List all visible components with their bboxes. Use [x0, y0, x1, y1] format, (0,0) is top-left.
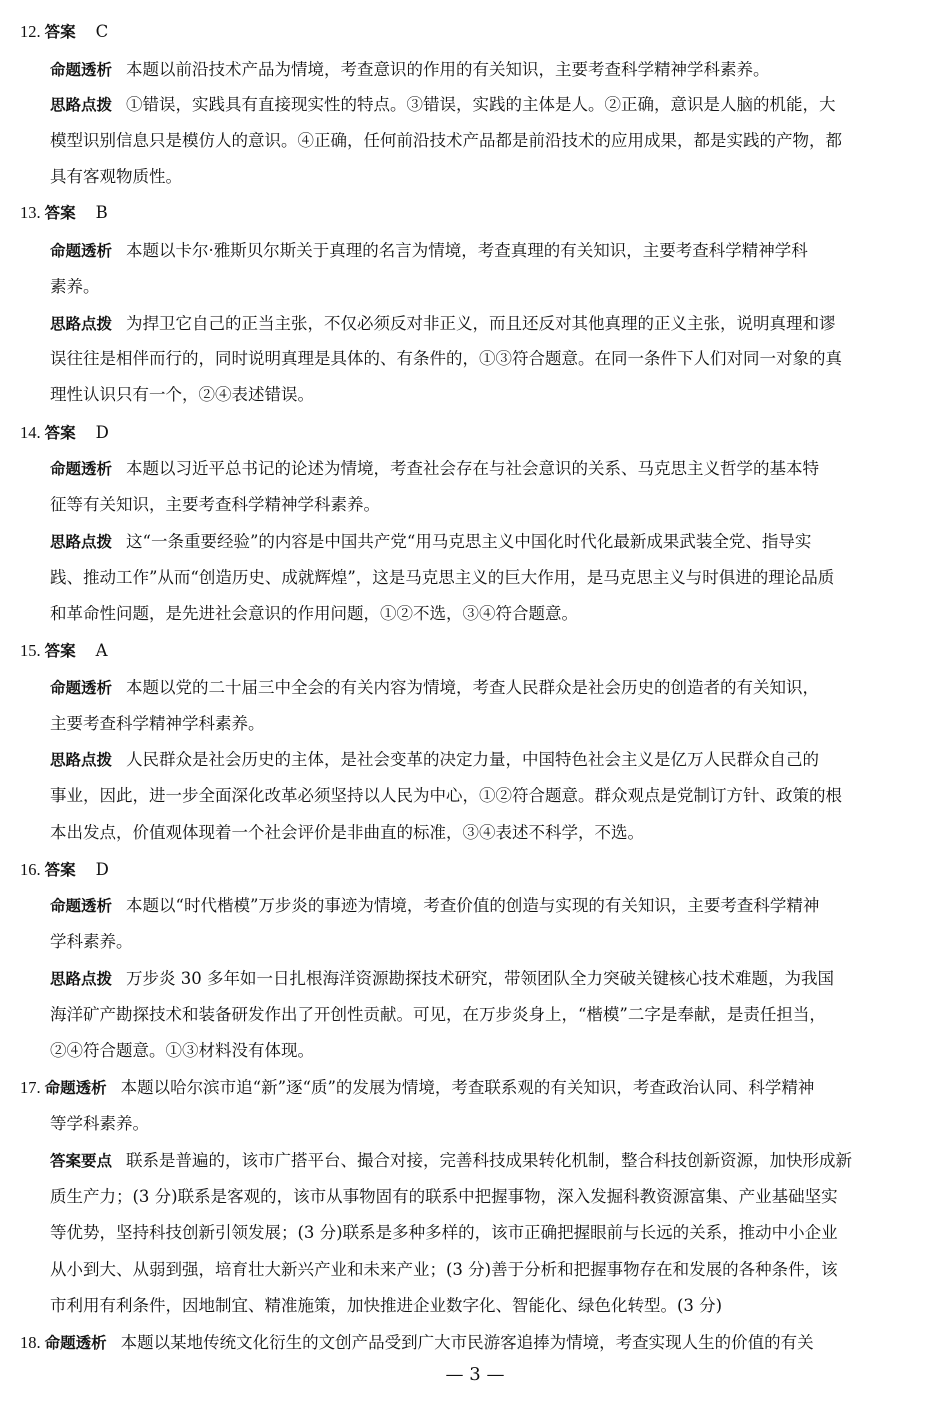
q18-number: 18.	[20, 1333, 41, 1352]
intent-label: 命题透析	[50, 897, 113, 915]
q13-hint-line: 理性认识只有一个，②④表述错误。	[50, 385, 314, 404]
q15-answer: A	[95, 641, 108, 660]
intent-label: 命题透析	[50, 460, 113, 478]
q17-key-line: 质生产力；(3 分)联系是客观的，该市从事物固有的联系中把握事物，深入发掘科教资源富集、产业基础坚实	[50, 1187, 838, 1206]
answer-label: 答案	[44, 642, 76, 660]
q13-hint-line: 误往往是相伴而行的，同时说明真理是具体的、有条件的，①③符合题意。在同一条件下人们对同一对象的真	[50, 349, 842, 368]
q16-answer-line	[20, 858, 930, 882]
q17-key-line: 答案要点 联系是普遍的，该市广搭平台、撮合对接，完善科技成果转化机制，整合科技创新资源，加快形成新	[50, 1151, 853, 1170]
q12-intent: 命题透析 本题以前沿技术产品为情境，考查意识的作用的有关知识，主要考查科学精神学科素养。	[50, 60, 770, 79]
key-label: 答案要点	[50, 1152, 113, 1170]
q15-number: 15.	[20, 641, 41, 660]
q14-number: 14.	[20, 423, 41, 442]
q12-number: 12.	[20, 22, 41, 41]
q17-key-line: 市利用有利条件，因地制宜、精准施策，加快推进企业数字化、智能化、绿色化转型。(3 分)	[50, 1296, 723, 1315]
hint-label: 思路点拨	[50, 533, 113, 551]
q14-intent: 命题透析 本题以习近平总书记的论述为情境，考查社会存在与社会意识的关系、马克思主义哲学的基本特	[50, 459, 820, 478]
q16-answer: D	[95, 860, 109, 879]
q16-intent: 命题透析 本题以“时代楷模”万步炎的事迹为情境，考查价值的创造与实现的有关知识，主要考查科学精神	[50, 896, 820, 915]
q16-hint-line: 思路点拨 万步炎 30 多年如一日扎根海洋资源勘探技术研究，带领团队全力突破关键核心技术难题，为我国	[50, 969, 835, 988]
q12-answer-line	[20, 20, 930, 44]
q13-hint-line: 思路点拨 为捍卫它自己的正当主张，不仅必须反对非正义，而且还反对其他真理的正义主张，说明真理和谬	[50, 314, 836, 333]
q15-hint-line: 思路点拨 人民群众是社会历史的主体，是社会变革的决定力量，中国特色社会主义是亿万人民群众自己的	[50, 750, 820, 769]
hint-label: 思路点拨	[50, 96, 113, 114]
q14-intent-line: 征等有关知识，主要考查科学精神学科素养。	[50, 495, 380, 514]
q13-answer: B	[95, 203, 108, 222]
q17-key-line: 等优势，坚持科技创新引领发展；(3 分)联系是多种多样的，该市正确把握眼前与长远的关系，推动中小企业	[50, 1223, 838, 1242]
q13-number: 13.	[20, 203, 41, 222]
hint-label: 思路点拨	[50, 315, 113, 333]
q14-answer: D	[95, 423, 109, 442]
q16-hint-line: 海洋矿产勘探技术和装备研发作出了开创性贡献。可见，在万步炎身上，“楷模”二字是奉献，是责任担当，	[50, 1005, 826, 1024]
q13-answer-line	[20, 201, 930, 225]
q14-hint-line: 践、推动工作”从而“创造历史、成就辉煌”，这是马克思主义的巨大作用，是马克思主义与时俱进的理论品质	[50, 568, 835, 587]
q16-hint-line: ②④符合题意。①③材料没有体现。	[50, 1041, 314, 1060]
intent-label: 命题透析	[44, 1334, 107, 1352]
q16-number: 16.	[20, 860, 41, 879]
q15-hint-line: 事业，因此，进一步全面深化改革必须坚持以人民为中心，①②符合题意。群众观点是党制订方针、政策的根	[50, 786, 842, 805]
q17-intent: 17. 命题透析 本题以哈尔滨市追“新”逐“质”的发展为情境，考查联系观的有关知识，考查政治认同、科学精神	[20, 1078, 815, 1097]
hint-label: 思路点拨	[50, 970, 113, 988]
intent-label: 命题透析	[50, 679, 113, 697]
q12-hint-line: 具有客观物质性。	[50, 167, 182, 186]
answer-label: 答案	[44, 23, 76, 41]
answer-label: 答案	[44, 204, 76, 222]
q15-intent: 命题透析 本题以党的二十届三中全会的有关内容为情境，考查人民群众是社会历史的创造者的有关知识，	[50, 678, 820, 697]
q17-number: 17.	[20, 1078, 41, 1097]
q14-hint-line: 思路点拨 这“一条重要经验”的内容是中国共产党“用马克思主义中国化时代化最新成果武装全党、指导实	[50, 532, 812, 551]
intent-label: 命题透析	[44, 1079, 107, 1097]
q14-answer-line	[20, 421, 930, 445]
q12-answer: C	[95, 22, 109, 41]
q12-hint-line: 思路点拨 ①错误，实践具有直接现实性的特点。③错误，实践的主体是人。②正确，意识是人脑的机能，大	[50, 95, 836, 114]
page-number: — 3 —	[445, 1364, 505, 1385]
intent-label: 命题透析	[50, 61, 113, 79]
q16-intent-line: 学科素养。	[50, 932, 133, 951]
q18-intent: 18. 命题透析 本题以某地传统文化衍生的文创产品受到广大市民游客追捧为情境，考查实现人生的价值的有关	[20, 1333, 814, 1352]
q15-hint-line: 本出发点，价值观体现着一个社会评价是非曲直的标准，③④表述不科学，不选。	[50, 823, 644, 842]
q17-key-line: 从小到大、从弱到强，培育壮大新兴产业和未来产业；(3 分)善于分析和把握事物存在和发展的各种条件，该	[50, 1260, 838, 1279]
q13-intent: 命题透析 本题以卡尔·雅斯贝尔斯关于真理的名言为情境，考查真理的有关知识，主要考查科学精神学科	[50, 241, 808, 260]
answer-label: 答案	[44, 424, 76, 442]
intent-label: 命题透析	[50, 242, 113, 260]
answer-label: 答案	[44, 861, 76, 879]
q15-intent-line: 主要考查科学精神学科素养。	[50, 714, 265, 733]
q15-answer-line	[20, 639, 930, 663]
hint-label: 思路点拨	[50, 751, 113, 769]
q13-intent-line: 素养。	[50, 277, 100, 296]
q12-hint-line: 模型识别信息只是模仿人的意识。④正确，任何前沿技术产品都是前沿技术的应用成果，都是实践的产物，都	[50, 131, 842, 150]
q14-hint-line: 和革命性问题，是先进社会意识的作用问题，①②不选，③④符合题意。	[50, 604, 578, 623]
q17-intent-line: 等学科素养。	[50, 1114, 149, 1133]
